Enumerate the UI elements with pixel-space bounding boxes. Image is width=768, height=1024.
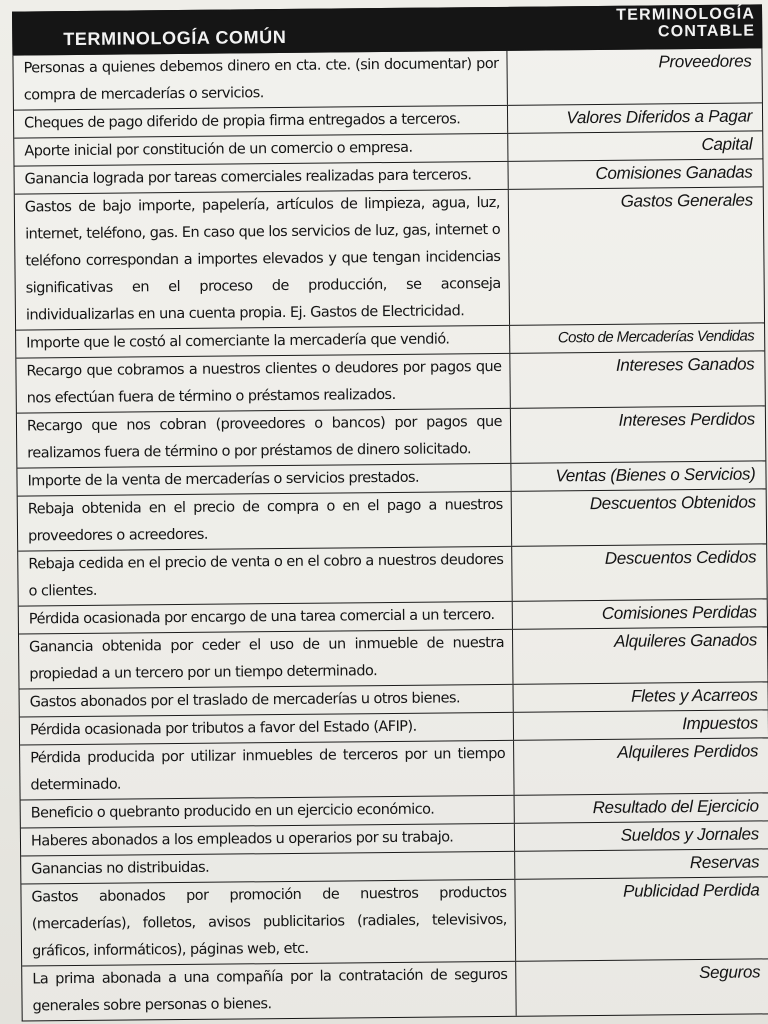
table-body — [12, 48, 768, 1021]
terminologia-contable-cell: Intereses Perdidos — [618, 409, 756, 430]
terminologia-contable-cell: Impuestos — [682, 713, 758, 734]
table-row — [18, 488, 766, 550]
terminologia-comun-cell: Gastos abonados por el traslado de mercaderías u otros bienes. — [20, 685, 514, 717]
terminologia-comun-cell: Pérdida ocasionada por encargo de una tarea comercial a un tercero. — [19, 602, 513, 634]
terminologia-contable-cell: Proveedores — [658, 51, 752, 72]
terminologia-contable-cell: Comisiones Ganadas — [595, 162, 753, 184]
terminologia-comun-cell: Personas a quienes debemos dinero en cta. cte. (sin documentar) por compra de mercaderías o servicios. — [13, 51, 507, 110]
terminologia-contable-cell: Ventas (Bienes o Servicios) — [555, 464, 756, 486]
terminologia-comun-cell: Ganancias no distribuidas. — [21, 852, 515, 884]
terminologia-contable-cell: Gastos Generales — [620, 190, 753, 211]
table-row — [18, 543, 766, 605]
terminologia-contable-cell: Reservas — [689, 852, 760, 873]
header-right-line1: TERMINOLOGÍA — [616, 5, 756, 24]
terminologia-comun-cell: Gastos abonados por promoción de nuestros productos (mercaderías), folletos, avisos publicitarios (radiales, televisivos, gráficos, informáticos), páginas web, etc. — [21, 880, 516, 966]
table-row — [20, 737, 768, 799]
terminologia-contable-cell: Comisiones Perdidas — [601, 602, 757, 623]
terminologia-contable-cell: Intereses Ganados — [615, 354, 755, 375]
terminologia-contable-cell: Alquileres Ganados — [614, 630, 758, 651]
terminologia-comun-cell: Rebaja obtenida en el precio de compra o en el pago a nuestros proveedores o acreedores. — [18, 492, 512, 551]
header-terminologia-comun: TERMINOLOGÍA COMÚN — [63, 26, 287, 50]
terminologia-comun-cell: Recargo que cobramos a nuestros clientes o deudores por pagos que nos efectúan fuera de término o préstamos realizados. — [16, 354, 510, 413]
terminologia-contable-cell: Descuentos Obtenidos — [589, 492, 756, 514]
header-right-line2: CONTABLE — [657, 22, 756, 41]
terminologia-comun-cell: Recargo que nos cobran (proveedores o bancos) por pagos que realizamos fuera de término o por préstamos de dinero solicitado. — [17, 409, 511, 468]
terminology-table-sheet — [12, 4, 768, 1015]
terminologia-comun-cell: Pérdida producida por utilizar inmuebles de terceros por un tiempo determinado. — [20, 741, 514, 800]
table-row — [22, 958, 768, 1020]
terminologia-comun-cell: Ganancia lograda por tareas comerciales realizadas para terceros. — [15, 162, 509, 194]
terminologia-comun-cell: Beneficio o quebranto producido en un ejercicio económico. — [21, 796, 515, 828]
table-row — [15, 186, 764, 329]
terminologia-comun-cell: Rebaja cedida en el precio de venta o en el cobro a nuestros deudores o clientes. — [18, 547, 512, 606]
terminologia-comun-cell: Gastos de bajo importe, papelería, artículos de limpieza, agua, luz, internet, teléfono, gas. En caso que los servicios de luz, gas, internet o teléfono correspondan a importes elevados y que tengan incidencias significativas en el proceso de producción, se aconseja individualizarlas en una cuenta propia. Ej. Gastos de Electricidad. — [15, 190, 510, 330]
terminologia-comun-cell: Pérdida ocasionada por tributos a favor del Estado (AFIP). — [20, 713, 514, 745]
table-row — [16, 350, 764, 412]
terminologia-comun-cell: La prima abonada a una compañía por la contratación de seguros generales sobre personas o bienes. — [22, 962, 516, 1021]
table-row — [19, 626, 767, 688]
terminologia-comun-cell: Importe que le costó al comerciante la mercadería que vendió. — [16, 326, 510, 358]
terminologia-comun-cell: Aporte inicial por constitución de un comercio o empresa. — [14, 134, 508, 166]
table-header — [12, 4, 762, 55]
terminologia-contable-cell: Costo de Mercaderías Vendidas — [557, 327, 755, 347]
terminologia-contable-cell: Seguros — [698, 962, 761, 983]
table-row — [13, 48, 761, 109]
terminologia-contable-cell: Resultado del Ejercicio — [592, 796, 759, 818]
terminologia-contable-cell: Publicidad Perdida — [623, 880, 760, 901]
terminologia-contable-cell: Capital — [701, 134, 753, 154]
terminologia-contable-cell: Descuentos Cedidos — [604, 547, 757, 568]
terminologia-contable-cell: Valores Diferidos a Pagar — [566, 106, 753, 128]
terminologia-contable-cell: Sueldos y Jornales — [620, 824, 760, 845]
header-terminologia-contable — [507, 5, 761, 49]
terminologia-comun-cell: Importe de la venta de mercaderías o servicios prestados. — [17, 464, 511, 496]
terminologia-contable-cell: Fletes y Acarreos — [630, 685, 758, 706]
terminologia-contable-cell: Alquileres Perdidos — [617, 741, 759, 762]
terminologia-comun-cell: Cheques de pago diferido de propia firma entregados a terceros. — [14, 106, 508, 138]
terminologia-comun-cell: Ganancia obtenida por ceder el uso de un inmueble de nuestra propiedad a un tercero por un tiempo determinado. — [19, 630, 513, 689]
table-row — [21, 876, 768, 965]
table-row — [17, 405, 765, 467]
terminologia-comun-cell: Haberes abonados a los empleados u operarios por su trabajo. — [21, 824, 515, 856]
